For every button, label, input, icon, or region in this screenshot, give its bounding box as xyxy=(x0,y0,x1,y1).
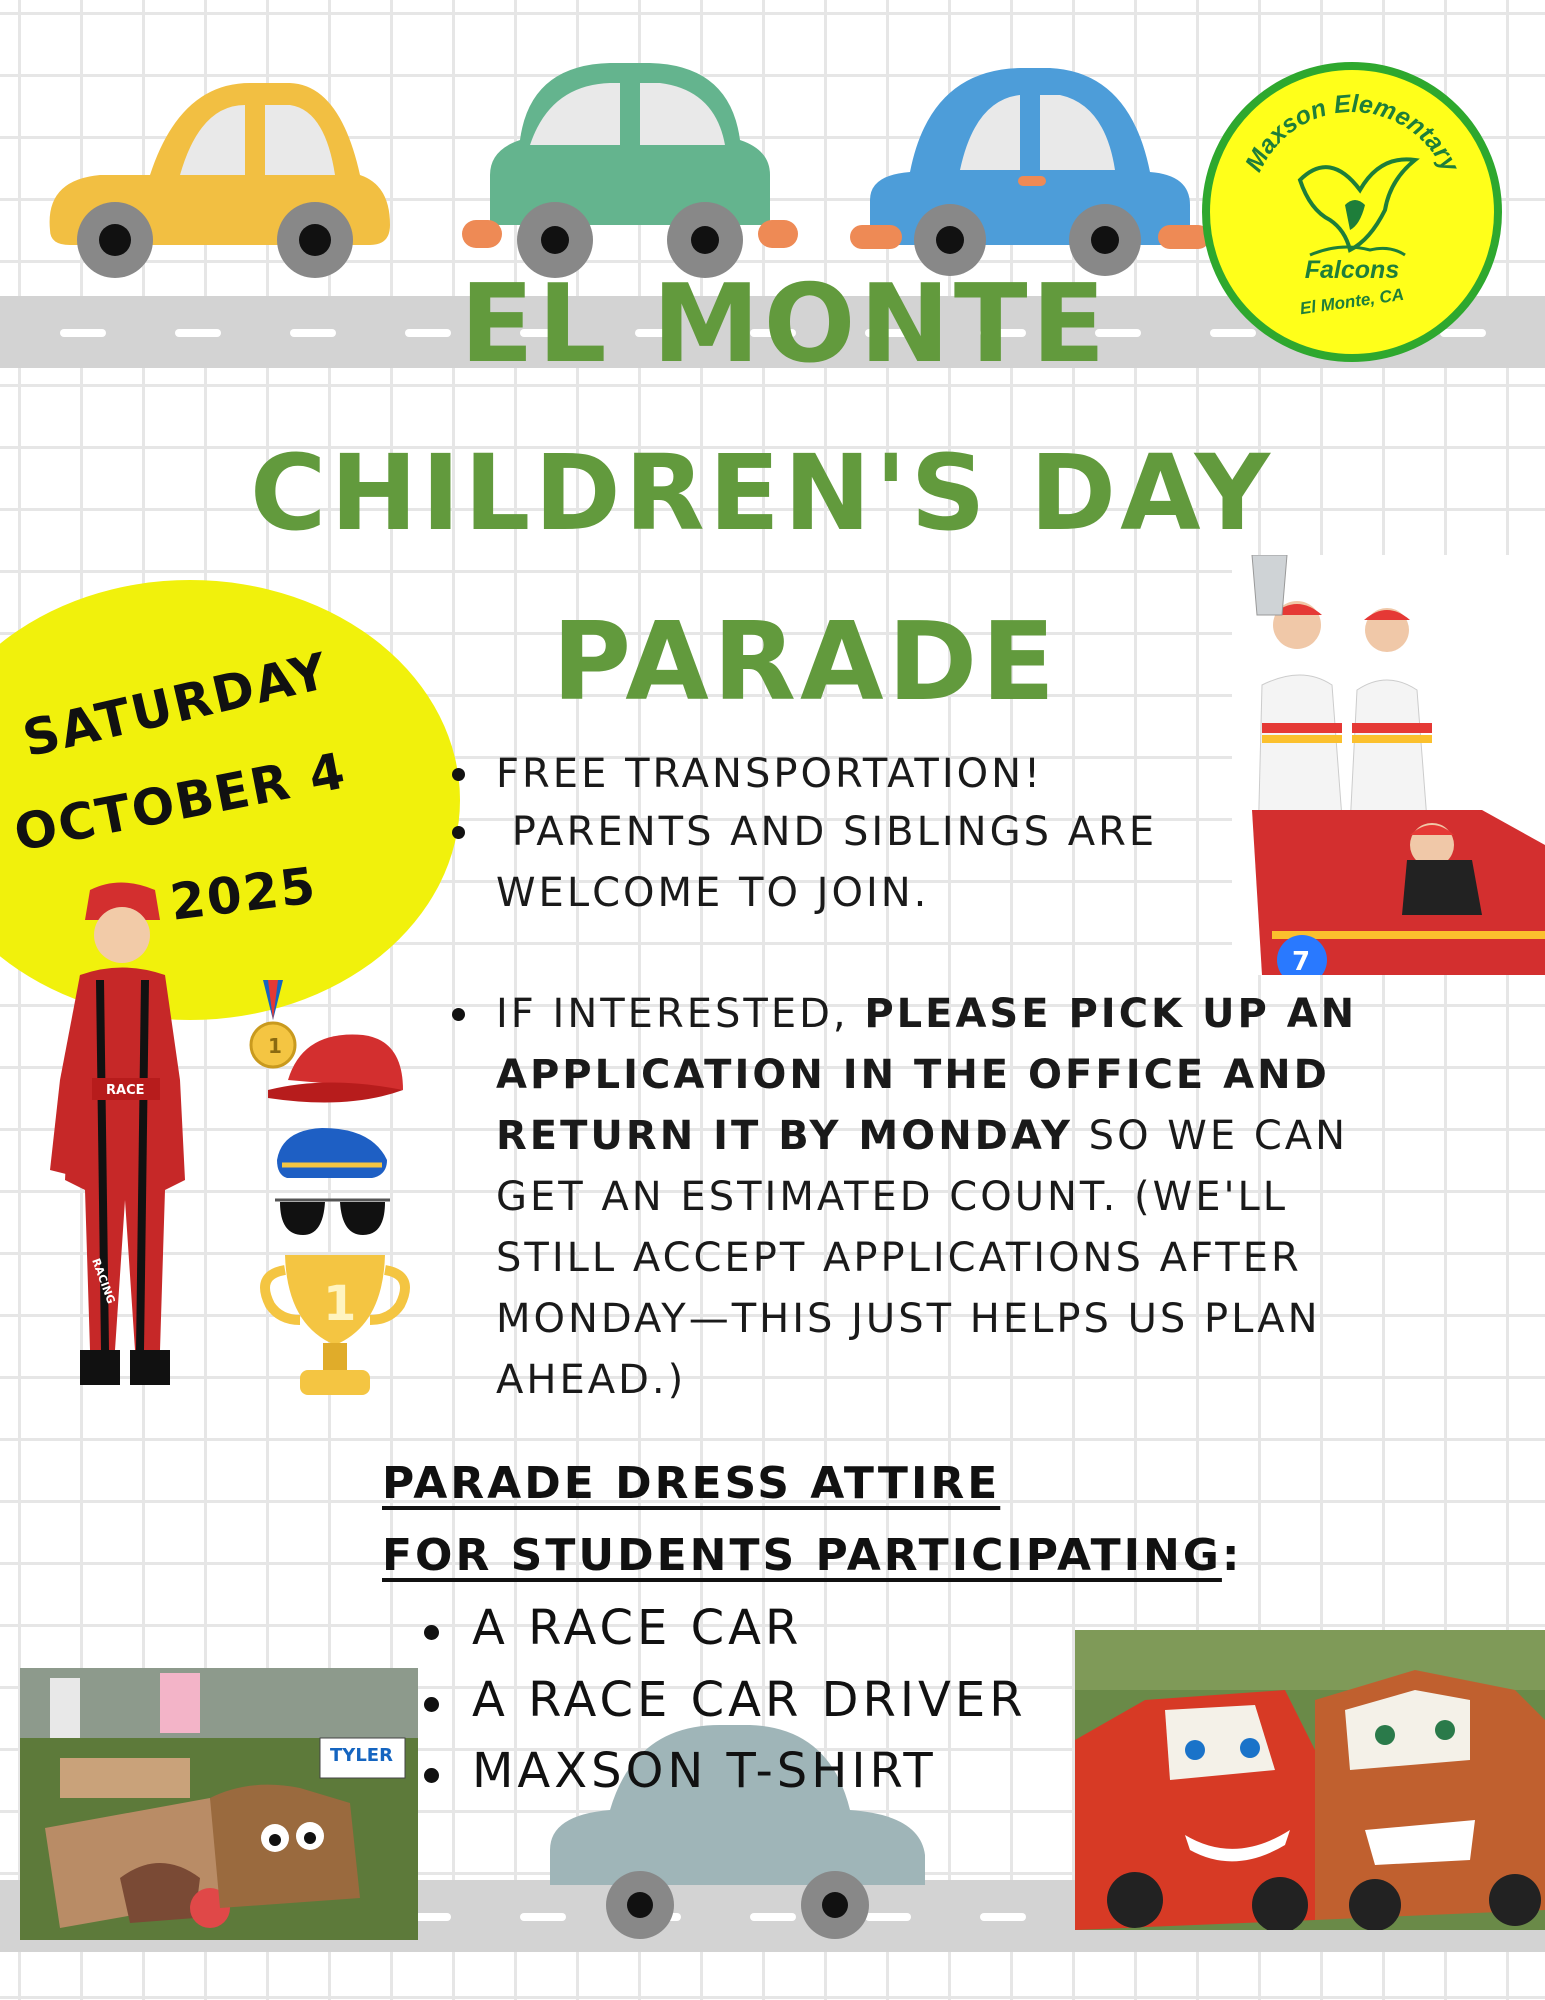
bullet-dot xyxy=(452,826,465,839)
bullet-dot xyxy=(424,1768,439,1783)
logo-arc-label: Maxson Elementary xyxy=(1239,89,1465,177)
yellow-car-icon xyxy=(40,75,400,285)
sunglasses-icon xyxy=(275,1190,390,1240)
falcon-icon xyxy=(1290,150,1420,260)
logo-location: El Monte, CA xyxy=(1298,284,1406,319)
bullet-dot xyxy=(424,1625,439,1640)
box-car-name: TYLER xyxy=(330,1745,393,1766)
family-car-number: 7 xyxy=(1292,947,1311,975)
application-line-7: AHEAD.) xyxy=(496,1357,687,1403)
attire-item-race-car: A RACE CAR xyxy=(472,1600,803,1656)
title-line-3: PARADE xyxy=(552,600,1059,725)
school-logo xyxy=(1202,62,1502,362)
attire-heading-line-1: PARADE DRESS ATTIRE xyxy=(382,1458,1001,1509)
green-car-icon xyxy=(460,55,800,285)
trophy-number: 1 xyxy=(323,1276,357,1332)
date-weekday: SATURDAY xyxy=(17,641,335,769)
red-cap-icon xyxy=(268,1030,413,1110)
blue-car-icon xyxy=(850,60,1210,285)
bullet-transportation: FREE TRANSPORTATION! xyxy=(496,751,1044,797)
family-trophy-photo xyxy=(1232,555,1545,975)
bullet-family-line-1: PARENTS AND SIBLINGS ARE xyxy=(496,809,1158,855)
box-car-costumes-photo xyxy=(1075,1630,1545,1930)
medal-number: 1 xyxy=(268,1034,282,1058)
date-year: 2025 xyxy=(167,856,321,932)
cardboard-cars-photo xyxy=(20,1668,418,1940)
suit-race-label: RACE xyxy=(106,1083,145,1098)
application-line-2: APPLICATION IN THE OFFICE AND xyxy=(496,1052,1330,1098)
title-line-1: EL MONTE xyxy=(460,262,1110,387)
suit-racing-label: RACING xyxy=(89,1256,118,1306)
blue-car-case-icon xyxy=(272,1120,392,1185)
date-month-day: OCTOBER 4 xyxy=(9,741,352,863)
attire-heading-line-2: FOR STUDENTS PARTICIPATING: xyxy=(382,1530,1243,1581)
race-suit-boy-illustration xyxy=(20,880,230,1405)
gold-trophy-icon xyxy=(255,1245,415,1405)
application-line-4: GET AN ESTIMATED COUNT. (WE'LL xyxy=(496,1174,1289,1220)
application-line-6: MONDAY—THIS JUST HELPS US PLAN xyxy=(496,1296,1321,1342)
title-line-2: CHILDREN'S DAY xyxy=(250,432,1274,554)
bullet-application xyxy=(496,984,1357,1411)
bullet-dot xyxy=(424,1697,439,1712)
attire-item-driver: A RACE CAR DRIVER xyxy=(472,1672,1027,1728)
bullet-dot xyxy=(452,768,465,781)
application-line-1: IF INTERESTED, PLEASE PICK UP AN xyxy=(496,991,1358,1037)
bullet-family-line-2: WELCOME TO JOIN. xyxy=(496,870,930,916)
application-line-5: STILL ACCEPT APPLICATIONS AFTER xyxy=(496,1235,1302,1281)
attire-item-tshirt: MAXSON T-SHIRT xyxy=(472,1743,937,1799)
application-line-3: RETURN IT BY MONDAY SO WE CAN xyxy=(496,1113,1349,1159)
bullet-dot xyxy=(452,1008,465,1021)
logo-mascot: Falcons xyxy=(1304,256,1400,284)
